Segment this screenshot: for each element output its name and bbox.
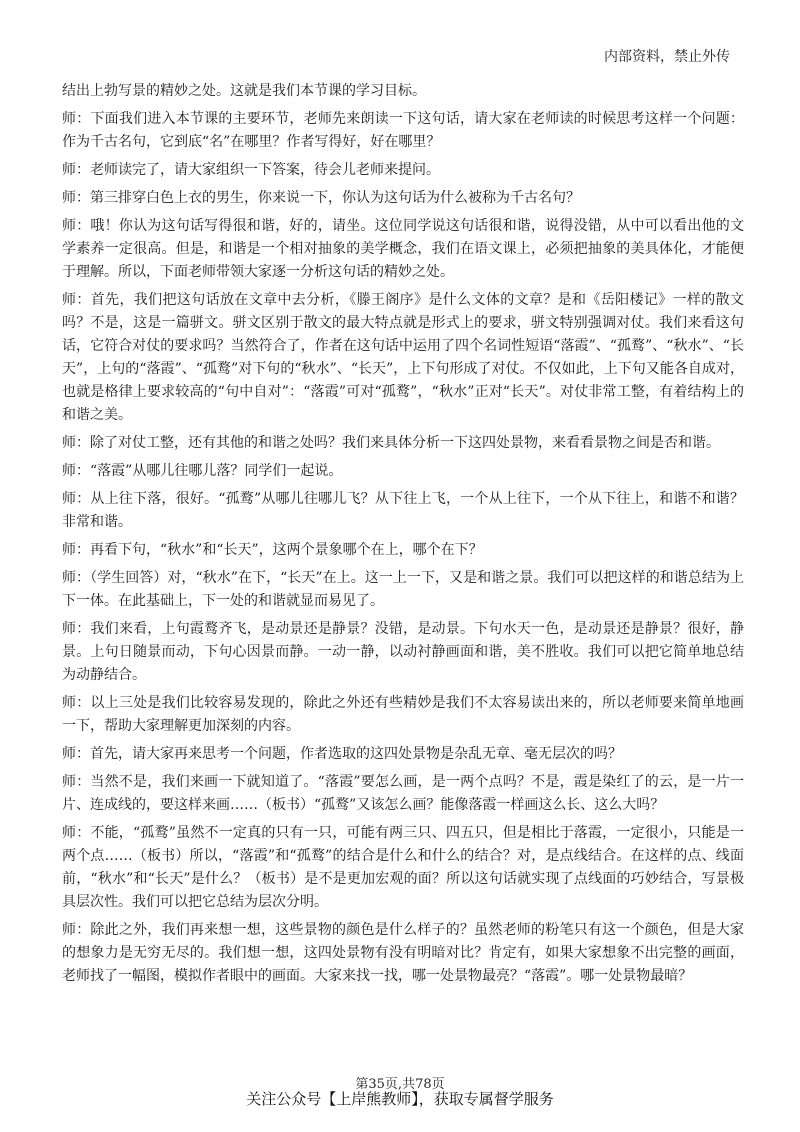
page-number: 第35页,共78页	[355, 1077, 445, 1092]
paragraph: 师：老师读完了，请大家组织一下答案，待会儿老师来提问。	[62, 162, 440, 178]
paragraph: 结出上勃写景的精妙之处。这就是我们本节课的学习目标。	[62, 83, 426, 99]
paragraph: 师：下面我们进入本节课的主要环节，老师先来朗读一下这句话，请大家在老师读的时候思考这样一个问题：作为千古名句，它到底“名”在哪里？作者写得好，好在哪里？	[62, 111, 744, 150]
paragraph: 师：再看下句，“秋水”和“长天”，这两个景象哪个在上，哪个在下？	[62, 542, 483, 558]
promo-line: 关注公众号【上岸熊教师】，获取专属督学服务	[246, 1090, 554, 1108]
paragraph: 师：“落霞”从哪儿往哪儿落？同学们一起说。	[62, 463, 343, 479]
paragraph: 师：除此之外，我们再来想一想，这些景物的颜色是什么样子的？虽然老师的粉笔只有这一个颜色，但是大家的想象力是无穷无尽的。我们想一想，这四处景物有没有明暗对比？肯定有，如果大家想象不出完整的画面，老师找了一幅图，模拟作者眼中的画面。大家来找一找，哪一处景物最亮？“落霞”。哪一处景物最暗？	[62, 922, 744, 984]
paragraph: 师：当然不是，我们来画一下就知道了。“落霞”要怎么画，是一两个点吗？不是，霞是染红了的云，是一片一片、连成线的，要这样来画……（板书）“孤鹜”又该怎么画？能像落霞一样画这么长、这么大吗？	[62, 774, 744, 813]
paragraph: 师：首先，请大家再来思考一个问题，作者选取的这四处景物是杂乱无章、毫无层次的吗？	[62, 746, 622, 762]
paragraph: 师：不能，“孤鹜”虽然不一定真的只有一只，可能有两三只、四五只，但是相比于落霞，一定很小，只能是一两个点……（板书）所以，“落霞”和“孤鹜”的结合是什么和什么的结合？对，是点线结合。在这样的点、线面前，“秋水”和“长天”是什么？（板书）是不是更加宏观的面？所以这句话就实现了点线面的巧妙结合，写景极具层次性。我们可以把它总结为层次分明。	[62, 825, 744, 910]
paragraph: 师：（学生回答）对，“秋水”在下，“长天”在上。这一上一下，又是和谐之景。我们可以把这样的和谐总结为上下一体。在此基础上，下一处的和谐就显而易见了。	[62, 570, 744, 609]
paragraph: 师：哦！你认为这句话写得很和谐，好的，请坐。这位同学说这句话很和谐，说得没错，从中可以看出他的文学素养一定很高。但是，和谐是一个相对抽象的美学概念，我们在语文课上，必须把抽象的美具体化，才能便于理解。所以，下面老师带领大家逐一分析这句话的精妙之处。	[62, 218, 744, 280]
paragraph: 师：以上三处是我们比较容易发现的，除此之外还有些精妙是我们不太容易读出来的，所以老师要来简单地画一下，帮助大家理解更加深刻的内容。	[62, 695, 744, 734]
paragraph: 师：首先，我们把这句话放在文章中去分析，《滕王阁序》是什么文体的文章？是和《岳阳楼记》一样的散文吗？不是，这是一篇骈文。骈文区别于散文的最大特点就是形式上的要求，骈文特别强调对仗。我们来看这句话，它符合对仗的要求吗？当然符合了，作者在这句话中运用了四个名词性短语“落霞”、“孤鹜”、“秋水”、“长天”，上句的“落霞”、“孤鹜”对下句的“秋水”、“长天”，上下句形成了对仗。不仅如此，上下句又能各自成对，也就是格律上要求较高的“句中自对”：“落霞”可对“孤鹜”，“秋水”正对“长天”。对仗非常工整，有着结构上的和谐之美。	[62, 292, 744, 423]
lesson-transcript	[62, 80, 744, 993]
paragraph: 师：从上往下落，很好。“孤鹜”从哪儿往哪儿飞？从下往上飞，一个从上往下，一个从下往上，和谐不和谐？非常和谐。	[62, 491, 744, 530]
confidential-note: 内部资料，禁止外传	[604, 49, 730, 65]
paragraph: 师：我们来看，上句霞鹜齐飞，是动景还是静景？没错，是动景。下句水天一色，是动景还是静景？很好，静景。上句日随景而动，下句心因景而静。一动一静，以动衬静画面和谐，美不胜收。我们可以把它简单地总结为动静结合。	[62, 621, 744, 683]
paragraph: 师：除了对仗工整，还有其他的和谐之处吗？我们来具体分析一下这四处景物，来看看景物之间是否和谐。	[62, 435, 720, 451]
paragraph: 师：第三排穿白色上衣的男生，你来说一下，你认为这句话为什么被称为千古名句？	[62, 190, 580, 206]
